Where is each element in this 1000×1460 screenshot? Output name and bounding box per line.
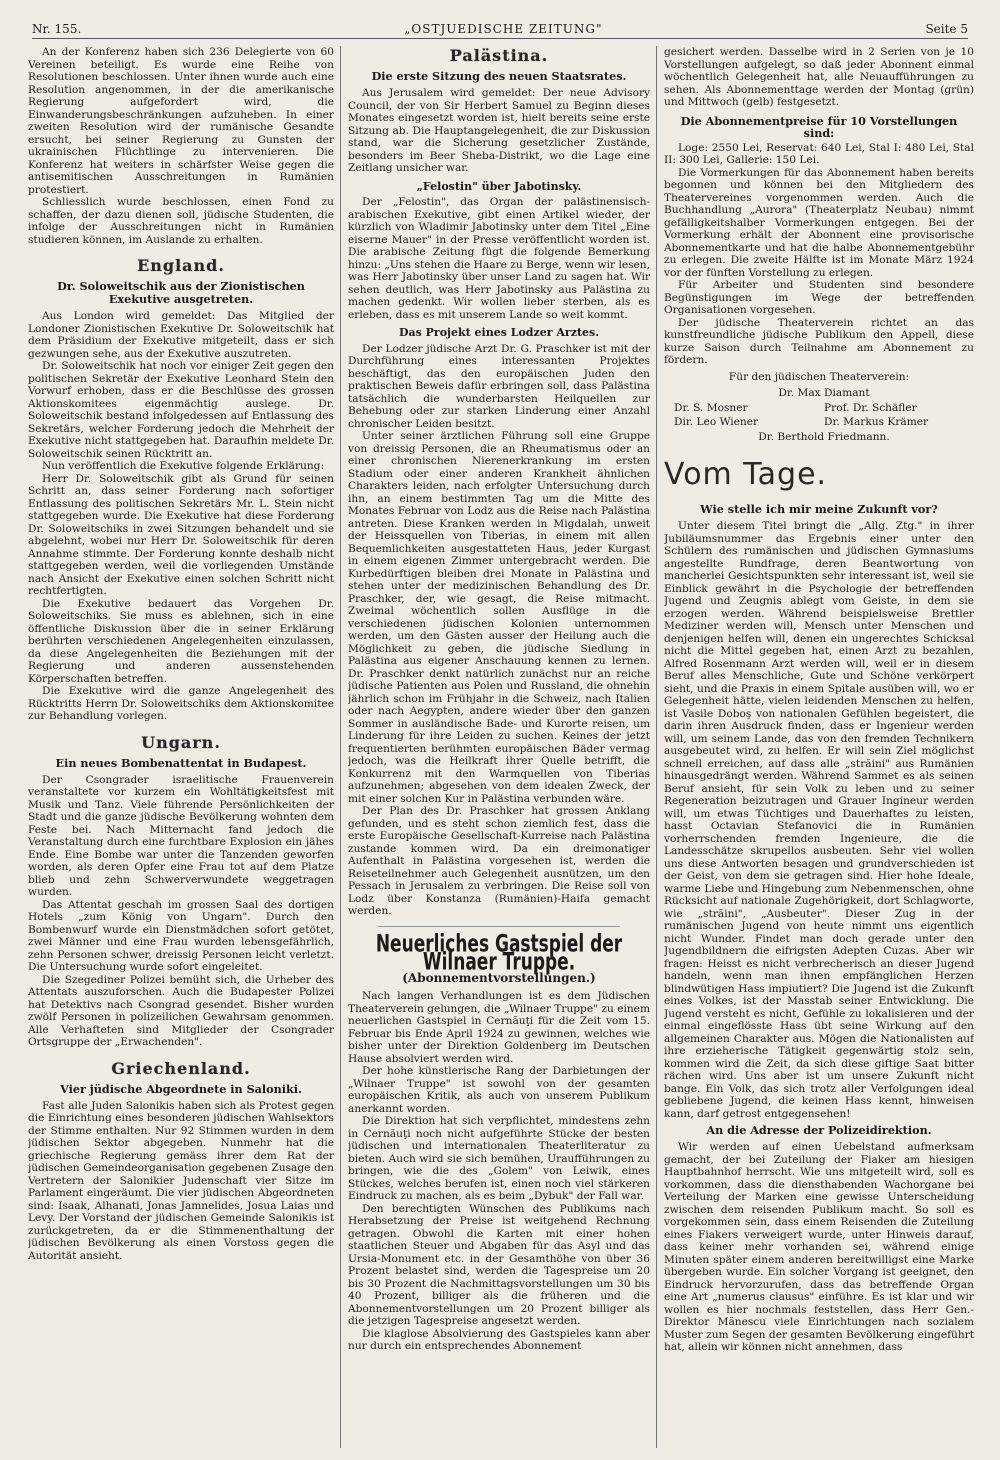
paragraph: Die Vormerkungen für das Abonnement haben bereits begonnen und können bei den Mitgliedern des Theatervereines vorgenommen werden. Auch die Buchhandlung „Aurora" (Theaterplatz Neubau) nimmt gefälligkeitshalber Vormerkungen entgegen. Bei der Vormerkung erhält der Abonnent eine provisorische Abonnementkarte und hat die halbe Abonnementgebühr zu erlegen. Die zweite Hälfte ist im Monate März 1924 vor der fünften Vorstellung zu erlegen. bbox=[664, 166, 974, 279]
banner-headline: Neuerliches Gastspiel der Wilnaer Truppe. bbox=[375, 929, 623, 976]
paragraph: Den berechtigten Wünschen des Publikums nach Herabsetzung der Preise ist weitgehend Rechnung getragen. Obwohl die Karten mit einer hohen staatlichen Steuer und Abgaben für das Asyl und das Ursia-Monument etc. in der Gesamthöhe von über 36 Prozent belastet sind, werden die Tagespreise um 20 bis 30 Prozent die Nachmittagsvorstellungen um 30 bis 40 Prozent, billiger als die früheren und die Abonnementvorstellungen um 20 Prozent billiger als die jetzigen Tagespreise angesetzt werden. bbox=[348, 1202, 650, 1327]
paragraph: Aus London wird gemeldet: Das Mitglied der Londoner Zionistischen Exekutive Dr. Soloweitschik hat dem Präsidium der Exekutive mitgeteilt, dass er sich gezwungen sehe, aus der Exekutive auszutreten. bbox=[28, 310, 334, 360]
signatory: Dr. Berthold Friedmann. bbox=[758, 430, 890, 443]
paragraph: Die Direktion hat sich verpflichtet, mindestens zehn in Cernăuţi noch nicht aufgeführte Stücke der besten jüdischen und internationalen Theaterliteratur zu bieten. Auch wird sie sich bemühen, Uraufführungen zu bringen, wie die des „Golem" von Leiwik, eines Stückes, welches berufen ist, einen noch viel stärkeren Eindruck zu machen, als es beim „Dybuk" der Fall war. bbox=[348, 1115, 650, 1202]
paragraph: Unter seiner ärztlichen Führung soll eine Gruppe von dreissig Personen, die an Rheumatismus oder an einer chronischen Nierenerkrankung im ersten Stadium oder einer anderen Krankheit ähnlichen Charakters leiden, nach erfolgter Untersuchung durch ihn, an einem bestimmten Tag um die Mitte des Monates Februar von Lodz aus die Reise nach Palästina antreten. Diese Kranken werden in Migdalah, unweit der Heissquellen von Tiberias, in einem mit allen Bequemlichkeiten ausgestatteten Haus, jeder Kurgast in einem eigenen Zimmer untergebracht werden. Die Kurbedürftigen bleiben drei Monate in Palästina und stehen unter der medizinischen Behandlung des Dr. Praschker, der, wie gesagt, die Reise mitmacht. Zweimal wöchentlich sollen Ausflüge in die verschiedenen jüdischen Kolonien unternommen werden, um den Gästen ausser der Heilung auch die Möglichkeit zu geben, die jüdische Siedlung in Palästina aus eigener Anschauung kennen zu lernen. Dr. Praschker denkt natürlich zunächst nur an reiche jüdische Patienten aus Polen und Russland, die ohnehin jährlich schon im Frühjahr in die Schweiz, nach Italien oder nach Aegypten, andere wieder über den ganzen Sommer in ausländische Bade- und Kurorte reisen, um Linderung für ihre Leiden zu suchen. Keines der jetzt frequentierten berühmten europäischen Bäder vermag jedoch, was die Heilkraft ihrer Quelle betrifft, die Konkurrenz mit den Warmquellen von Tiberias aufzunehmen; abgesehen von dem idealen Zweck, der mit einer solchen Kur in Palästina verbunden wäre. bbox=[348, 430, 650, 805]
article-headline: „Felostin" über Jabotinsky. bbox=[416, 179, 582, 193]
paragraph: An der Konferenz haben sich 236 Delegierte von 60 Vereinen beteiligt. Es wurde eine Reihe von Resolutionen beschlossen. Unter ihnen wurde auch eine Resolution angenommen, in der die amerikanische Regierung aufgefordert wird, die Einwanderungsbeschränkungen aufzuheben. In einer zweiten Resolution wird der rumänische Gesandte ersucht, bei seiner Regierung zu Gunsten der ukrainischen Flüchtlinge zu intervenieren. Die Konferenz hat weiters in schärfster Weise gegen die antisemitischen Ausschreitungen in Rumänien protestiert. bbox=[28, 46, 334, 196]
newspaper-title: „OSTJUEDISCHE ZEITUNG" bbox=[404, 22, 603, 36]
article-headline: Die erste Sitzung des neuen Staatsrates. bbox=[371, 69, 627, 83]
paragraph: Der Csongrader israelitische Frauenverein veranstaltete vor kurzem ein Wohltätigkeitsfest mit Musik und Tanz. Viele führende Persönlichkeiten der Stadt und die ganze jüdische Bevölkerung wohnten dem Feste bei. Nach Mitternacht fand jedoch die Veranstaltung durch eine furchtbare Explosion ein jähes Ende. Eine Bombe war unter die Tanzenden geworfen worden, als deren Opfer eine Frau tot auf dem Platze blieb und zehn Schwerverwundete weggetragen wurden. bbox=[28, 773, 334, 898]
paragraph: Fast alle Juden Salonikis haben sich als Protest gegen die Einrichtung eines besonderen jüdischen Wahlsektors der Stimme enthalten. Nur 92 Stimmen wurden in dem jüdischen Sektor abgegeben. Nunmehr hat die griechische Regierung gemäss ihrer dem Rat der jüdischen Gemeindeorganisation gegebenen Zusage den Vertretern der Salonikier Judenschaft vier Sitze im Parlament eingeräumt. Die vier jüdischen Abgeordneten sind: Isaak, Alhanati, Jonas Jamnelides, Josua Laias und Levy. Der Vorstand der jüdischen Gemeinde Salonikis ist zurückgetreten, da er die Stimmenenthaltung der jüdischen Bevölkerung als einen Vorstoss gegen die Autorität ansieht. bbox=[28, 1099, 334, 1262]
section-divider bbox=[378, 926, 620, 927]
paragraph: Herr Dr. Soloweitschik gibt als Grund für seinen Schritt an, dass seiner Forderung nach sofortiger Entlassung des politischen Sekretärs Mr. L. Stein nicht stattgegeben wurde. Die Exekutive hat diese Forderung Dr. Soloweitschiks in zwei Sitzungen behandelt und sie abgelehnt, wobei nur Herr Dr. Soloweitschik für deren Annahme stimmte. Der Forderung konnte deshalb nicht stattgegeben werden, weil die vorliegenden Umstände nach Ansicht der Exekutive einen solchen Schritt nicht rechtfertigten. bbox=[28, 472, 334, 597]
paragraph: Wir werden auf einen Uebelstand aufmerksam gemacht, der bei Zuteilung der Fiaker am hiesigen Hauptbahnhof herrscht. Wie uns mitgeteilt wird, soll es vorkommen, dass die diensthabenden Wachorgane bei Verteilung der Marken eine gewisse Unterscheidung zwischen dem reisenden Publikum macht. So soll es vorgekommen sein, dass einem Reisenden die Zuteilung eines Fiakers verweigert wurde, unter Hinweis darauf, dass keiner mehr vorhanden sei, während einige Minuten später einem anderen bereitwilligst eine Marke übergeben wurde. Ein solcher Vorgang ist geeignet, den Eindruck hervorzurufen, dass das betreffende Organ eine Art „numerus clausus" einführe. Es ist klar und wir wollen es hier nochmals feststellen, dass Herr Gen.-Direktor Mănescu viele Einrichtungen nach sozialem Muster zum Segen der gesamten Bevölkerung eingeführt hat, allein wir können nicht annehmen, dass bbox=[664, 1141, 974, 1353]
section-heading-palaestina: Palästina. bbox=[449, 46, 549, 65]
paragraph: Schliesslich wurde beschlossen, einen Fond zu schaffen, der dazu dienen soll, jüdische Studenten, die infolge der Ausschreitungen nicht in Rumänien studieren können, im Auslande zu erhalten. bbox=[28, 196, 334, 246]
paragraph: Die klaglose Absolvierung des Gastspieles kann aber nur durch ein entsprechendes Abonnement bbox=[348, 1327, 650, 1352]
column-middle bbox=[348, 46, 650, 1450]
page-number: Seite 5 bbox=[925, 22, 968, 36]
issue-number: Nr. 155. bbox=[32, 22, 82, 36]
signatory: Dir. Leo Wiener bbox=[674, 416, 759, 428]
paragraph: Der „Felostin", das Organ der palästinensisch-arabischen Exekutive, gibt einen Artikel wieder, der kürzlich von Wladimir Jabotinsky unter dem Titel „Eine eiserne Mauer" in der Presse veröffentlicht worden ist. Die arabische Zeitung fügt die folgende Bemerkung hinzu: „Uns stehen die Haare zu Berge, wenn wir lesen, was Herr Jabotinsky über unser Land zu sagen hat. Wir sehen deutlich, was Herr Jabotinsky aus Palästina zu machen gedenkt. Wir wollen lieber sterben, als es erleben, dass es mit unserem Lande so weit kommt. bbox=[348, 196, 650, 321]
paragraph: Nun veröffentlich die Exekutive folgende Erklärung: bbox=[42, 460, 325, 472]
article-headline: Wie stelle ich mir meine Zukunft vor? bbox=[700, 502, 938, 516]
paragraph: Der hohe künstlerische Rang der Darbietungen der „Wilnaer Truppe" ist sowohl von der gesamten europäischen Kritik, als auch von unserem Publikum anerkannt worden. bbox=[348, 1065, 650, 1115]
paragraph: Der Lodzer jüdische Arzt Dr. G. Praschker ist mit der Durchführung eines interessanten Projektes beschäftigt, das den europäischen Juden den praktischen Beweis dafür erbringen soll, dass Palästina tatsächlich die wunderbarsten Heilquellen zur Behebung oder zur starken Linderung einer Anzahl chronischer Leiden besitzt. bbox=[348, 342, 650, 430]
column-left bbox=[28, 46, 334, 1450]
prices-heading: Die Abonnementpreise für 10 Vorstellungen sind: bbox=[680, 113, 958, 140]
paragraph: Das Attentat geschah im grossen Saal des dortigen Hotels „zum König von Ungarn". Durch den Bombenwurf wurde ein Dienstmädchen sofort getötet, zwei Männer und eine Frau wurden lebensgefährlich, zehn Personen schwer, dreissig Personen leicht verletzt. Die Untersuchung wurde sofort eingeleitet. bbox=[28, 898, 334, 973]
article-headline: Vier jüdische Abgeordnete in Saloniki. bbox=[60, 1081, 302, 1096]
column-divider bbox=[340, 46, 341, 1448]
paragraph: Dr. Soloweitschik hat noch vor einiger Zeit gegen den politischen Sekretär der Exekutive Leonhard Stein den Vorwurf erhoben, dass er die Beschlüsse des grossen Aktionskomitees eigenmächtig auslege. Dr. Soloweitschik bestand infolgedessen auf Entlassung des Sekretärs, welcher Forderung jedoch die Mehrheit der Exekutive nicht stattgegeben hat. Daraufhin meldete Dr. Soloweitschik seinen Rücktritt an. bbox=[28, 360, 334, 460]
paragraph: Unter diesem Titel bringt die „Allg. Ztg." in ihrer Jubiläumsnummer das Ergebnis einer unter den Schülern des rumänischen und jüdischen Gymnasiums angestellte Rundfrage, deren Beantwortung von mancherlei Gesichtspunkten sehr interessant ist, weil sie Einblick gewährt in die Psychologie der betreffenden Jugend und Zeugnis ablegt vom Geiste, in dem sie erzogen werden. Während beispielsweise Brettler Mediziner werden will, Mensch unter Menschen und denjenigen helfen will, denen ein ungerechtes Schicksal nicht die Mittel gegeben hat, einen Arzt zu bezahlen, Alfred Rosenmann Arzt werden will, weil er in diesem Beruf alles Menschliche, Gute und Schöne verkörpert sieht, und die Praxis in einem Spitale ausüben will, wo er Gelegenheit hätte, vielen leidenden Menschen zu helfen, ist Vasile Doboş von nationalen Gefühlen begeistert, die darin ihren Ausdruck finden, dass er Ingenieur werden will, um seinem Lande, das von den fremden Technikern ausgebeutet wird, zu helfen. Er will sein Ziel möglichst schnell erreichen, auf dass alle „străini" aus Rumänien hinausgedrängt werden. Während Sammet es als seinen Beruf ansieht, für sein Volk zu leben und zu seiner Regeneration beizutragen und Grauer Ingineur werden will, um etwas Tüchtiges und Dauerhaftes zu leisten, hasst Octavian Stefanovici die in Rumänien vorherrschenden fremden Ingenieure, die die Landesschätze skrupellos ausbeuten. Sehr viel wollen uns diese Antworten besagen und grundverschieden ist der Geist, von dem sie getragen sind. Hier hohe Ideale, warme Liebe und Hingebung zum Nebenmenschen, ohne Rücksicht auf nationale Zugehörigkeit, dort Schlagworte, wie „străini", „Ausbeuter". Dieser Zug in der rumänischen Jugend von heute nimmt uns eigentlich nicht Wunder. Findet man doch gerade unter den Jugendbildnern die eifrigsten Adepten Cuzas. Aber wir fragen: Heisst es nicht verbrecherisch an dieser Jugend handeln, wenn man ihnen empfänglichen Herzen blindwütigen Hass impiutiert? Die Jugend ist die Zukunft eines Volkes, ist der Masstab seiner Entwicklung. Die Jugend versteht es nicht, Gefühle zu lokalisieren und der einmal eingeflösste Hass übt seine Wirkung auf den allgemeinen Charakter aus. Mögen die Nationalisten auf ihre erzieherische Tätigkeit gegenwärtig stolz sein, kommen wird die Zeit, da sich diese giftige Saat bitter rächen wird. Uns aber ist um unsere Zukunft nicht bange. Ein Volk, das sich trotz aller Verfolgungen ideal gebliebene Jugend, die keinen Hass kennt, hinweisen kann, darf getrost entgegensehen! bbox=[664, 520, 974, 1120]
paragraph: Loge: 2550 Lei, Reservat: 640 Lei, Stal I: 480 Lei, Stal II: 300 Lei, Gallerie: 150 Lei. bbox=[664, 141, 974, 166]
section-heading-vom-tage: Vom Tage. bbox=[664, 457, 828, 492]
paragraph: Der jüdische Theaterverein richtet an das kunstfreundliche jüdische Publikum den Appell, diese kurze Saison durch Teilnahme am Abonnement zu fördern. bbox=[664, 316, 974, 366]
article-headline: Das Projekt eines Lodzer Arztes. bbox=[398, 326, 600, 339]
paragraph: gesichert werden. Dasselbe wird in 2 Serien von je 10 Vorstellungen aufgelegt, so daß jeder Abonnent einmal wöchentlich Gelegenheit hat, alle Neuaufführungen zu sehen. Als Abonnementtage werden der Montag (grün) und Mittwoch (gelb) festgesetzt. bbox=[664, 46, 974, 108]
article-headline: Dr. Soloweitschik aus der Zionistischen Exekutive ausgetreten. bbox=[57, 279, 305, 306]
paragraph: Die Szegediner Polizei bemüht sich, die Urheber des Attentats auszuforschen. Auch die Budapester Polizei hat Detektivs nach Csongrad gesendet. Bisher wurden zwölf Personen in polizeilichen Gewahrsam genommen. Alle Verhafteten sind Mitglieder der Csongrader Ortsgruppe der „Erwachenden". bbox=[28, 973, 334, 1048]
paragraph: Aus Jerusalem wird gemeldet: Der neue Advisory Council, der von Sir Herbert Samuel zu Beginn dieses Monates eingesetzt worden ist, hielt bereits seine erste Sitzung ab. Die Hauptangelegenheit, die zur Diskussion stand, war die Sicherung gesetzlicher Zustände, besonders im Beer Sheba-Distrikt, wo die Lage eine Zeitlang unsicher war. bbox=[348, 87, 650, 174]
section-heading-griechenland: Griechenland. bbox=[111, 1058, 251, 1078]
section-heading-ungarn: Ungarn. bbox=[141, 732, 221, 752]
paragraph: Für Arbeiter und Studenten sind besondere Begünstigungen im Wege der betreffenden Organisationen vorgesehen. bbox=[664, 279, 974, 316]
section-heading-england: England. bbox=[137, 256, 225, 275]
banner-subheadline: (Abonnementvorstellungen.) bbox=[402, 970, 596, 985]
signatory: Dr. Max Diamant bbox=[778, 387, 870, 399]
signatory: Prof. Dr. Schäfler bbox=[824, 401, 917, 414]
paragraph: Die Exekutive wird die ganze Angelegenheit des Rücktritts Herrn Dr. Soloweitschiks dem Aktionskomitee zur Behandlung vorlegen. bbox=[28, 685, 334, 722]
paragraph: Der Plan des Dr. Praschker hat grossen Anklang gefunden, und es steht schon ziemlich fest, dass die erste Europäische Gesellschaft-Kurreise nach Palästina zustande kommen wird. Da ein dreimonatiger Aufenthalt in Palästina vorgesehen ist, werden die Reiseteilnehmer auch Gelegenheit ausnützen, um den Pessach in Jerusalem zu verbringen. Die Reise soll von Lodz über Konstanza (Rumänien)-Haifa gemacht werden. bbox=[348, 805, 650, 917]
signatory: Dr. Markus Krämer bbox=[824, 416, 929, 428]
signatories bbox=[674, 387, 974, 443]
paragraph: Nach langen Verhandlungen ist es dem Jüdischen Theaterverein gelungen, die „Wilnaer Truppe" zu einem neuerlichen Gastspiel in Cernăuţi für die Zeit vom 15. Februar bis Ende April 1924 zu gewinnen, welches wie bisher unter der Direktion Goldenberg im Deutschen Hause absolviert werden wird. bbox=[348, 990, 650, 1065]
column-divider bbox=[656, 46, 657, 1448]
signature-line: Für den jüdischen Theaterverein: bbox=[728, 370, 910, 383]
column-right bbox=[664, 46, 974, 1450]
article-headline: An die Adresse der Polizeidirektion. bbox=[706, 1123, 932, 1137]
signatory: Dr. S. Mosner bbox=[674, 401, 748, 414]
page-header bbox=[32, 14, 968, 39]
article-headline: Ein neues Bombenattentat in Budapest. bbox=[55, 755, 307, 770]
paragraph: Die Exekutive bedauert das Vorgehen Dr. Soloweitschiks. Sie muss es ablehnen, sich in eine öffentliche Diskussion über die in seiner Erklärung berührten verschiedenen Angelegenheiten einzulassen, da diese Angelegenheiten die Beziehungen mit der Regierung und anderen aussenstehenden Körperschaften betreffen. bbox=[28, 597, 334, 685]
